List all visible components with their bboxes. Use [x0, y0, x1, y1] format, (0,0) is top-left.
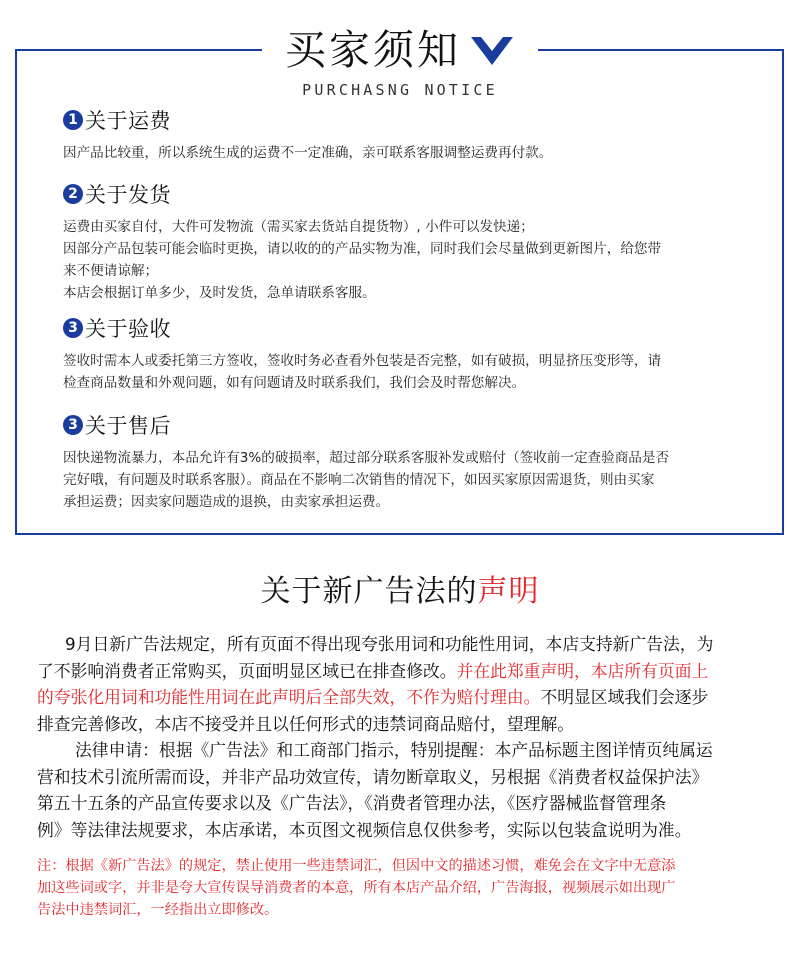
number-badge-icon: 3 — [63, 318, 83, 338]
number-badge-icon: 3 — [63, 415, 83, 435]
section-after-sales — [63, 411, 753, 513]
section-text-line: 因快递物流暴力，本品允许有3%的破损率，超过部分联系客服补发或赔付（签收前一定查验商品是否 — [63, 450, 670, 466]
chevron-down-icon — [469, 34, 515, 68]
section-text-line: 来不便请谅解； — [63, 263, 159, 279]
footer-note-line: 注：根据《新广告法》的规定，禁止使用一些违禁词汇，但因中文的描述习惯，难免会在文字中无意添 — [37, 858, 676, 874]
section-text-line: 运费由买家自付，大件可发物流（需买家去货站自提货物）, 小件可以发快递； — [63, 219, 534, 235]
law-text-red: 并在此郑重声明，本店所有页面上 — [456, 660, 709, 681]
law-line: 排查完善修改，本店不接受并且以任何形式的违禁词商品赔付，望理解。 — [37, 713, 575, 734]
section-delivery — [63, 180, 753, 304]
section-title: 关于运费 — [85, 109, 171, 133]
law-line — [37, 658, 777, 685]
section-body — [63, 447, 753, 513]
section-heading — [63, 180, 753, 208]
footer-note — [37, 855, 777, 921]
section-text-line: 因产品比较重，所以系统生成的运费不一定准确，亲可联系客服调整运费再付款。 — [63, 145, 553, 161]
notice-title: 买家须知 — [285, 26, 461, 74]
footer-note-line: 加这些词或字，并非是夸大宣传误导消费者的本意，所有本店产品介绍，广告海报，视频展示如出现广 — [37, 880, 676, 896]
law-line: 例》等法律法规要求，本店承诺，本页图文视频信息仅供参考，实际以包装盒说明为准。 — [37, 819, 692, 840]
section-title: 关于售后 — [85, 414, 171, 438]
ad-law-title-black: 关于新广告法的 — [260, 574, 478, 609]
ad-law-title-red: 声明 — [477, 574, 540, 609]
section-text-line: 完好哦，有问题及时联系客服）。商品在不影响二次销售的情况下，如因买家原因需退货，则由买家 — [63, 472, 655, 488]
law-line: 法律申请：根据《广告法》和工商部门指示，特别提醒：本产品标题主图详情页纯属运 — [75, 740, 713, 760]
section-heading — [63, 314, 753, 342]
section-body — [63, 350, 753, 394]
law-line: 营和技术引流所需而设，并非产品功效宣传，请勿断章取义，另根据《消费者权益保护法》 — [37, 766, 709, 787]
law-line — [37, 684, 777, 711]
number-badge-icon: 2 — [63, 184, 83, 204]
section-shipping-fee — [63, 106, 753, 164]
section-title: 关于发货 — [85, 183, 171, 207]
notice-header — [262, 20, 538, 104]
notice-subtitle: PURCHASNG NOTICE — [302, 81, 498, 99]
ad-law-title — [0, 566, 800, 610]
section-body — [63, 142, 753, 164]
section-text-line: 因部分产品包装可能会临时更换，请以收的的产品实物为准，同时我们会尽量做到更新图片，给您带 — [63, 241, 662, 257]
section-body — [63, 216, 753, 304]
section-text-line: 承担运费；因卖家问题造成的退换，由卖家承担运费。 — [63, 494, 390, 510]
footer-note-line: 告法中违禁词汇，一经指出立即修改。 — [37, 902, 279, 918]
number-badge-icon: 1 — [63, 110, 83, 130]
ad-law-body — [37, 631, 777, 843]
section-heading — [63, 106, 753, 134]
section-text-line: 签收时需本人或委托第三方签收，签收时务必查看外包装是否完整，如有破损，明显挤压变形等，请 — [63, 353, 662, 369]
law-text-red: 的夸张化用词和功能性用词在此声明后全部失效，不作为赔付理由。 — [37, 687, 541, 707]
section-heading — [63, 411, 753, 439]
law-line: 9月日新广告法规定，所有页面不得出现夸张用词和功能性用词，本店支持新广告法，为 — [65, 634, 714, 654]
section-title: 关于验收 — [85, 317, 171, 341]
section-text-line: 本店会根据订单多少，及时发货，急单请联系客服。 — [63, 285, 376, 301]
law-line: 第五十五条的产品宣传要求以及《广告法》，《消费者管理办法，《医疗器械监督管理条 — [37, 793, 667, 813]
notice-title-row — [262, 24, 538, 76]
law-text-black: 不明显区域我们会逐步 — [540, 687, 709, 707]
section-acceptance — [63, 314, 753, 394]
section-text-line: 检查商品数量和外观问题，如有问题请及时联系我们，我们会及时帮您解决。 — [63, 375, 526, 391]
law-text-black: 了不影响消费者正常购买，页面明显区域已在排查修改。 — [37, 660, 457, 681]
